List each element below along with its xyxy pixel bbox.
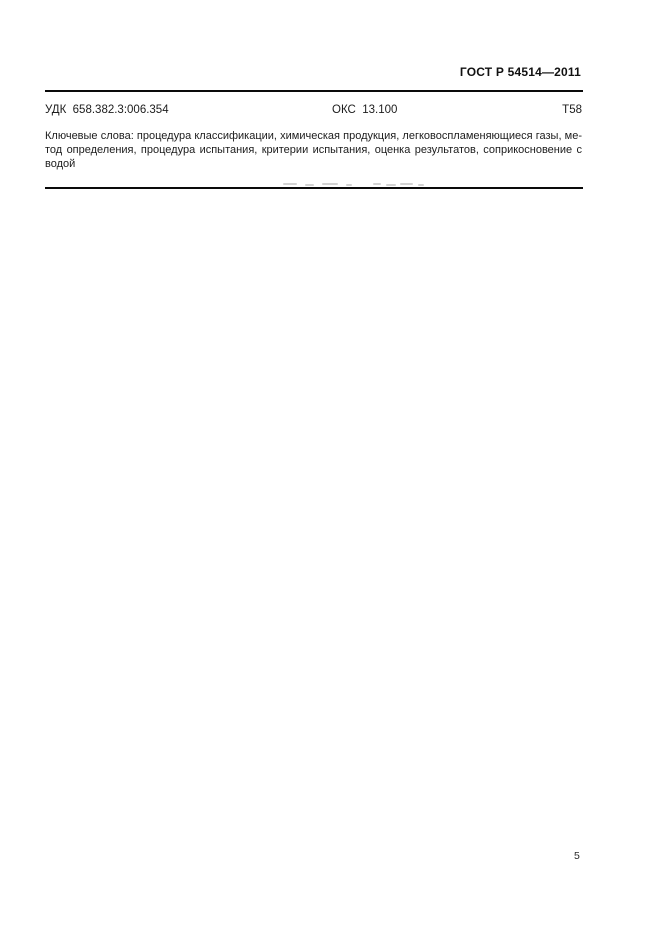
scan-artifact <box>373 183 381 185</box>
keywords-line-2: тод определения, процедура испытания, критерии испытания, оценка результатов, соприкосновение с <box>45 144 582 157</box>
oks-code: ОКС 13.100 <box>332 104 398 116</box>
scan-artifact <box>386 184 396 186</box>
scan-artifact-row <box>0 182 661 186</box>
scan-artifact <box>418 184 424 186</box>
scan-artifact <box>322 183 338 185</box>
scan-artifact <box>346 184 352 186</box>
keywords-paragraph <box>45 129 582 172</box>
scan-artifact <box>283 183 297 185</box>
udk-code: УДК 658.382.3:006.354 <box>45 104 169 116</box>
horizontal-rule-bottom <box>45 187 583 189</box>
scan-artifact <box>305 184 314 186</box>
keywords-line-1: Ключевые слова: процедура классификации, химическая продукция, легковоспламеняющиеся газы, ме- <box>45 130 582 142</box>
keywords-line-3: водой <box>45 158 76 171</box>
horizontal-rule-top <box>45 90 583 92</box>
page-number: 5 <box>574 850 580 862</box>
classification-codes-row <box>45 104 582 118</box>
group-code: Т58 <box>562 104 582 116</box>
scan-artifact <box>400 183 413 185</box>
standard-designation: ГОСТ Р 54514—2011 <box>459 65 581 79</box>
